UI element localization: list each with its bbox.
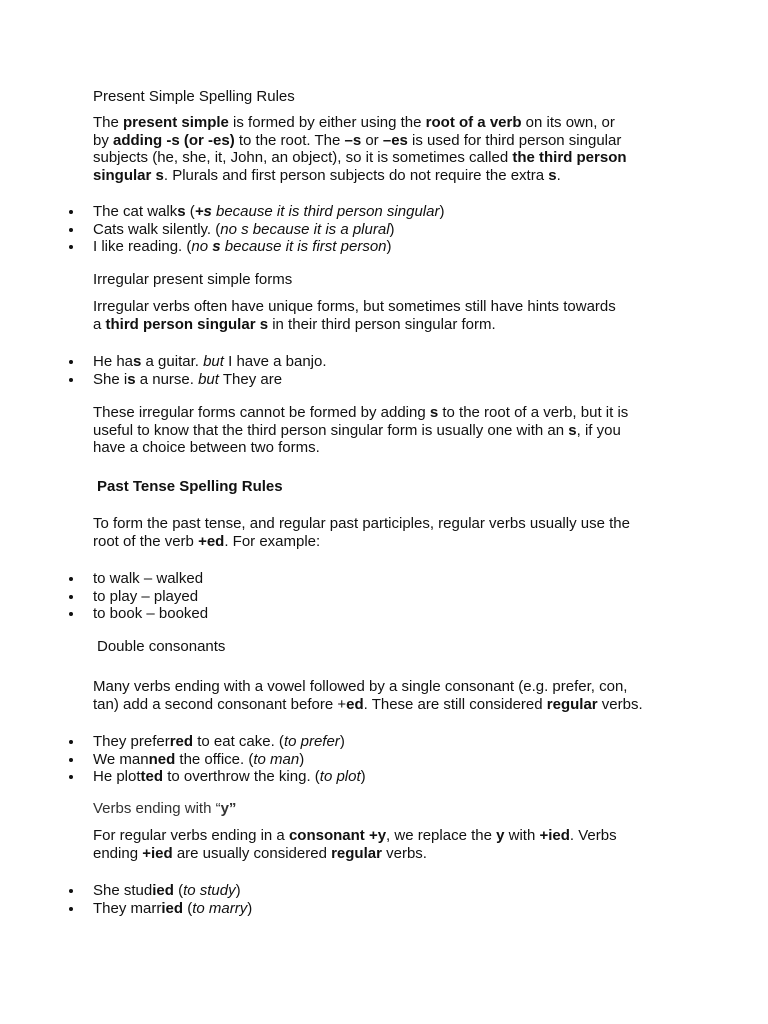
text-run: to man (253, 750, 300, 768)
text-run: , we replace the (386, 827, 497, 844)
text-run: s (127, 370, 136, 388)
text-run: the office. ( (175, 750, 254, 768)
past-tense-title: Past Tense Spelling Rules (97, 478, 283, 495)
bullet-icon (69, 612, 73, 616)
bullet-icon (69, 577, 73, 581)
text-run: root of the verb (93, 532, 199, 550)
verbs-ending-y-examples (93, 882, 673, 917)
text-run: have a choice between two forms. (93, 439, 320, 456)
text-run: to study (183, 882, 236, 899)
text-run: . For example: (224, 532, 321, 550)
present-simple-examples (93, 203, 673, 256)
text-run: +ied (539, 827, 570, 844)
text-run: to eat cake. ( (193, 733, 284, 750)
text-run: regular (546, 695, 598, 713)
bullet-item (93, 882, 673, 900)
text-run: +ed (198, 532, 225, 550)
text-run: because it is third person singular (211, 203, 440, 220)
bullet-item (93, 353, 673, 371)
bullet-icon (69, 595, 73, 599)
bullet-icon (69, 758, 73, 762)
text-run: We man (93, 750, 149, 768)
text-run: ) (247, 899, 253, 917)
bullet-item (93, 203, 673, 221)
double-consonants-examples (93, 733, 673, 786)
text-run: Verbs ending with “ (93, 800, 221, 817)
text-run: . Plurals and first person subjects do not require the extra (163, 166, 549, 184)
text-run: ) (360, 768, 366, 785)
text-run: He plot (93, 768, 141, 785)
text-run: I like reading. ( (93, 238, 192, 255)
text-run: ted (140, 768, 164, 785)
text-run: no (191, 238, 213, 255)
text-run: ) (439, 203, 445, 220)
verbs-ending-y-subtitle (93, 800, 673, 818)
text-run: ) (235, 882, 241, 899)
text-run: in their third person singular form. (268, 315, 496, 333)
present-simple-title: Present Simple Spelling Rules (93, 88, 295, 105)
verbs-ending-y-paragraph (93, 827, 673, 862)
text-run: is formed by either using the (228, 114, 426, 131)
text-run: I have a banjo. (223, 353, 327, 370)
text-run: to walk – walked (93, 570, 204, 587)
text-run: Cats walk silently. ( (93, 220, 221, 238)
bullet-item (93, 221, 673, 239)
text-run: to marry (192, 899, 248, 917)
bullet-item (93, 733, 673, 751)
text-run: s (568, 421, 577, 439)
text-run: or (361, 131, 383, 149)
text-run: ) (339, 733, 345, 750)
bullet-icon (69, 360, 73, 364)
text-run: ed (346, 695, 364, 713)
text-run: are usually considered (172, 844, 332, 862)
irregular-forms-note (93, 404, 673, 457)
text-run: a (93, 315, 106, 333)
text-run: . These are still considered (363, 695, 547, 713)
bullet-item (93, 768, 673, 786)
text-run: s (133, 353, 142, 370)
text-run: ( (173, 882, 184, 899)
text-run: She stud (93, 882, 153, 899)
text-run: a guitar. (141, 353, 204, 370)
text-run: present simple (123, 114, 229, 131)
text-run: s (548, 166, 557, 184)
text-run: ending (93, 844, 143, 862)
text-run: y” (220, 800, 237, 817)
double-consonants-paragraph (93, 678, 673, 713)
irregular-forms-examples (93, 353, 673, 388)
text-run: +s (194, 203, 212, 220)
bullet-item (93, 570, 673, 588)
text-run: ( (185, 203, 195, 220)
text-run: on its own, or (521, 114, 615, 131)
bullet-icon (69, 228, 73, 232)
text-run: regular (331, 844, 382, 862)
bullet-icon (69, 378, 73, 382)
text-run: red (169, 733, 194, 750)
text-run: ied (152, 882, 174, 899)
double-consonants-subtitle: Double consonants (97, 638, 226, 655)
bullet-item (93, 588, 673, 606)
text-run: but (203, 353, 224, 370)
text-run: consonant +y (288, 827, 387, 844)
text-run: ) (299, 750, 305, 768)
text-run: ) (389, 220, 395, 238)
text-run: to plot (319, 768, 361, 785)
irregular-forms-paragraph (93, 298, 673, 333)
text-run: subjects (he, she, it, John, an object), so it is sometimes called (93, 149, 513, 166)
past-tense-examples (93, 570, 673, 623)
text-run: ( (183, 899, 193, 917)
bullet-item (93, 900, 673, 918)
bullet-icon (69, 889, 73, 893)
text-run: The (93, 114, 124, 131)
text-run: ) (386, 238, 392, 255)
text-run: . (556, 166, 561, 184)
text-run: For regular verbs ending in a (93, 827, 289, 844)
text-run: to the root of a verb, but it is (438, 404, 629, 421)
text-run: verbs. (597, 695, 643, 713)
bullet-icon (69, 775, 73, 779)
text-run: –s (344, 131, 362, 149)
bullet-item (93, 238, 673, 256)
bullet-item (93, 371, 673, 389)
text-run: He ha (93, 353, 134, 370)
text-run: +ied (142, 844, 173, 862)
text-run: –es (382, 131, 408, 149)
text-run: third person singular s (105, 315, 269, 333)
text-run: She i (93, 370, 128, 388)
text-run: They marr (93, 899, 162, 917)
text-run: ied (161, 899, 184, 917)
bullet-icon (69, 907, 73, 911)
text-run: no s because it is a plural (220, 220, 390, 238)
text-run: The cat walk (93, 203, 178, 220)
text-run: verbs. (381, 844, 427, 862)
text-run: . Verbs (569, 827, 617, 844)
text-run: s (177, 203, 186, 220)
text-run: Many verbs ending with a vowel followed by a single consonant (e.g. prefer, con, (93, 678, 628, 695)
text-run: to book – booked (93, 605, 209, 622)
text-run: adding -s (or -es) (113, 131, 235, 149)
text-run: with (504, 827, 540, 844)
text-run: by (93, 131, 114, 149)
text-run: the third person (512, 149, 627, 166)
text-run: but (198, 370, 219, 388)
bullet-icon (69, 245, 73, 249)
text-run: They are (218, 370, 283, 388)
bullet-icon (69, 740, 73, 744)
bullet-item (93, 751, 673, 769)
irregular-forms-subtitle: Irregular present simple forms (93, 271, 293, 288)
text-run: , if you (576, 421, 621, 439)
text-run: Irregular verbs often have unique forms, but sometimes still have hints towards (93, 298, 616, 315)
text-run: to play – played (93, 587, 199, 605)
text-run: to prefer (283, 733, 340, 750)
text-run: singular s (93, 166, 164, 184)
text-run: s (212, 238, 221, 255)
text-run: y (496, 827, 505, 844)
present-simple-paragraph (93, 114, 673, 184)
bullet-item (93, 605, 673, 623)
text-run: is used for third person singular (407, 131, 622, 149)
text-run: useful to know that the third person singular form is usually one with an (93, 421, 569, 439)
past-tense-paragraph (93, 515, 673, 550)
text-run: s (429, 404, 439, 421)
text-run: a nurse. (135, 370, 199, 388)
text-run: ned (148, 750, 176, 768)
text-run: to overthrow the king. ( (163, 768, 320, 785)
text-run: tan) add a second consonant before + (93, 695, 347, 713)
text-run: because it is first person (220, 238, 387, 255)
text-run: These irregular forms cannot be formed by adding (93, 404, 430, 421)
text-run: They prefer (93, 733, 170, 750)
text-run: root of a verb (425, 114, 522, 131)
text-run: To form the past tense, and regular past participles, regular verbs usually use the (93, 515, 630, 532)
bullet-icon (69, 210, 73, 214)
text-run: to the root. The (234, 131, 345, 149)
